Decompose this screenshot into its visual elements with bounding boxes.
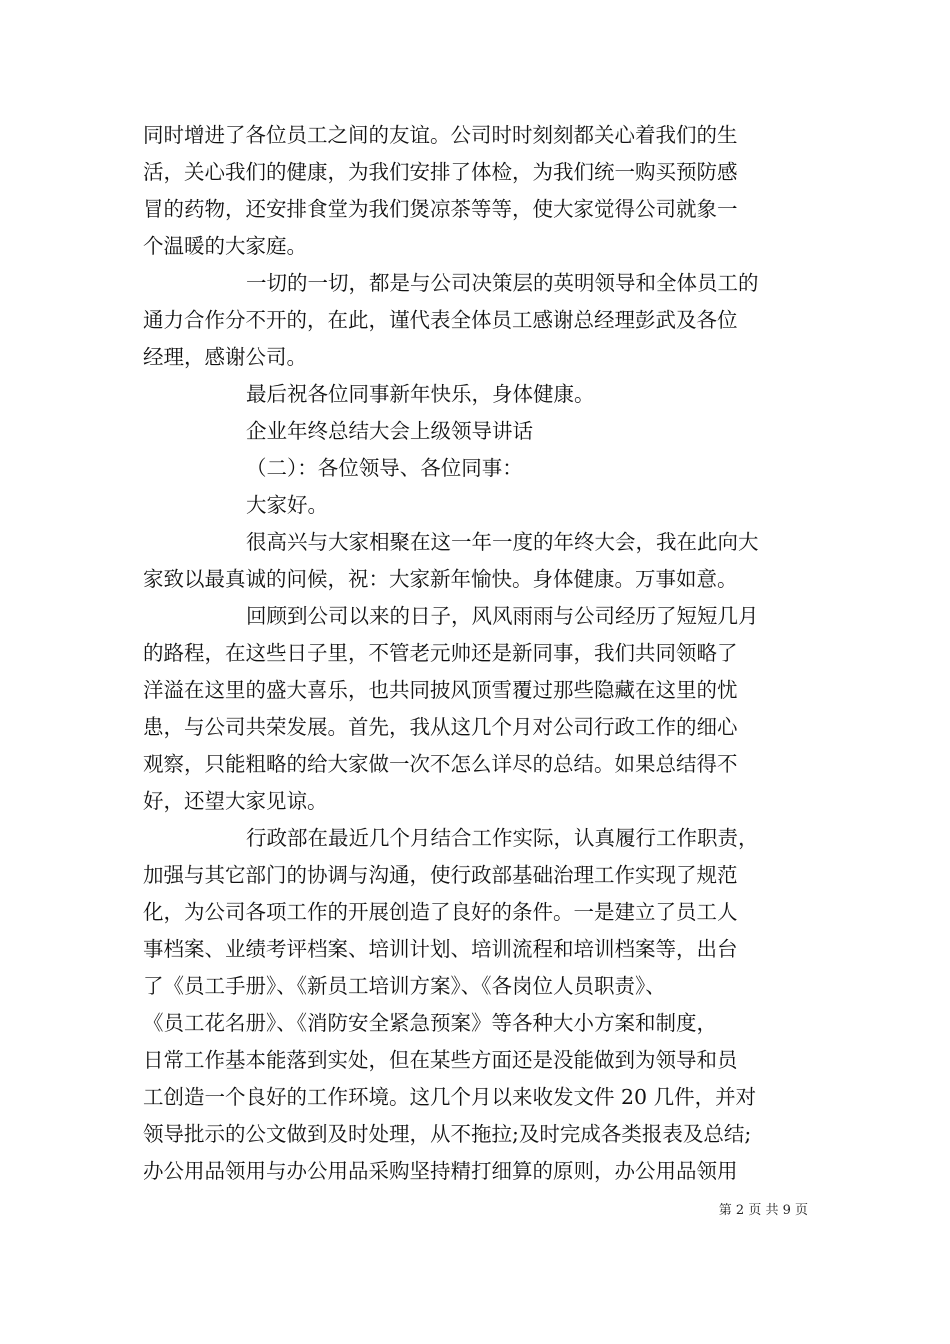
text-line: 行政部在最近几个月结合工作实际，认真履行工作职责，	[246, 826, 759, 850]
text-line: 通力合作分不开的，在此，谨代表全体员工感谢总经理彭武及各位	[143, 308, 738, 332]
text-line: 很高兴与大家相聚在这一年一度的年终大会，我在此向大	[246, 530, 759, 554]
text-line: 工创造一个良好的工作环境。这几个月以来收发文件 20 几件，并对	[143, 1085, 757, 1109]
text-line: 办公用品领用与办公用品采购坚持精打细算的原则，办公用品领用	[143, 1159, 738, 1183]
text-line: 了《员工手册》、《新员工培训方案》、《各岗位人员职责》、	[143, 974, 666, 998]
text-line: 一切的一切，都是与公司决策层的英明领导和全体员工的	[246, 271, 759, 295]
document-body	[143, 117, 808, 1190]
text-line: 企业年终总结大会上级领导讲话	[246, 419, 533, 443]
text-line: （二）：各位领导、各位同事：	[246, 456, 523, 480]
text-line: 的路程，在这些日子里，不管老元帅还是新同事，我们共同领略了	[143, 641, 738, 665]
text-line: 加强与其它部门的协调与沟通，使行政部基础治理工作实现了规范	[143, 863, 738, 887]
text-line: 洋溢在这里的盛大喜乐，也共同披风顶雪覆过那些隐藏在这里的忧	[143, 678, 738, 702]
text-line: 患，与公司共荣发展。首先，我从这几个月对公司行政工作的细心	[143, 715, 738, 739]
text-line: 经理，感谢公司。	[143, 345, 307, 369]
text-line: 冒的药物，还安排食堂为我们煲凉茶等等，使大家觉得公司就象一	[143, 197, 738, 221]
page-number-footer: 第 2 页 共 9 页	[718, 1203, 808, 1218]
text-line: 家致以最真诚的问候，祝：大家新年愉快。身体健康。万事如意。	[143, 567, 738, 591]
text-line: 同时增进了各位员工之间的友谊。公司时时刻刻都关心着我们的生	[143, 123, 738, 147]
text-line: 回顾到公司以来的日子，风风雨雨与公司经历了短短几月	[246, 604, 759, 628]
text-line: 最后祝各位同事新年快乐，身体健康。	[246, 382, 595, 406]
text-line: 好，还望大家见谅。	[143, 789, 328, 813]
text-line: 《员工花名册》、《消防安全紧急预案》等各种大小方案和制度，	[143, 1011, 717, 1035]
text-line: 日常工作基本能落到实处，但在某些方面还是没能做到为领导和员	[143, 1048, 738, 1072]
text-line: 事档案、业绩考评档案、培训计划、培训流程和培训档案等，出台	[143, 937, 738, 961]
text-line: 大家好。	[246, 493, 328, 517]
text-line: 活，关心我们的健康，为我们安排了体检，为我们统一购买预防感	[143, 160, 738, 184]
text-line: 个温暖的大家庭。	[143, 234, 307, 258]
text-line: 观察，只能粗略的给大家做一次不怎么详尽的总结。如果总结得不	[143, 752, 738, 776]
text-line: 领导批示的公文做到及时处理，从不拖拉;及时完成各类报表及总结;	[143, 1122, 752, 1146]
text-line: 化，为公司各项工作的开展创造了良好的条件。一是建立了员工人	[143, 900, 738, 924]
